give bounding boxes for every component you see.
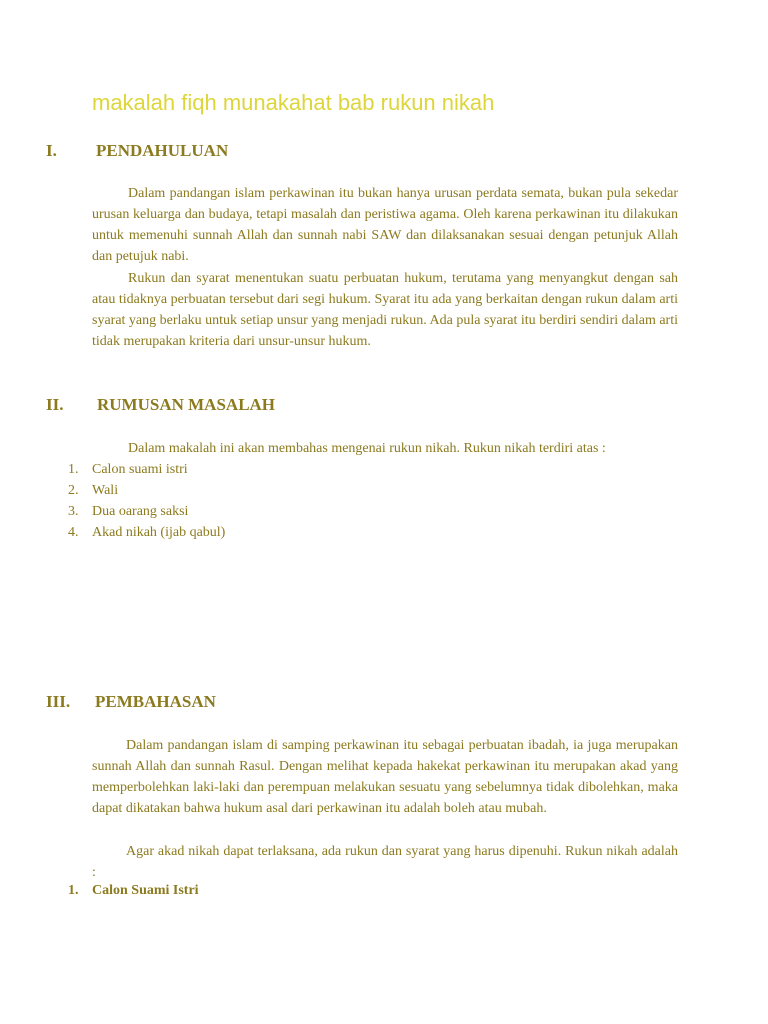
section-title: RUMUSAN MASALAH <box>97 395 276 414</box>
list-text: Wali <box>92 483 119 498</box>
list-text: Dua oarang saksi <box>92 504 189 519</box>
list-text: Akad nikah (ijab qabul) <box>92 525 226 540</box>
list-number: 2. <box>68 483 79 498</box>
section-number: I. <box>46 141 57 160</box>
list-number: 3. <box>68 504 79 519</box>
paragraph: Agar akad nikah dapat terlaksana, ada rukun dan syarat yang harus dipenuhi. Rukun nikah adalah : <box>92 844 678 880</box>
section-number: II. <box>46 395 64 414</box>
paragraph: Dalam makalah ini akan membahas mengenai rukun nikah. Rukun nikah terdiri atas : <box>128 441 606 456</box>
list-number: 4. <box>68 525 79 540</box>
section-title: PEMBAHASAN <box>95 692 216 711</box>
list-number: 1. <box>68 462 79 477</box>
section-number: III. <box>46 692 71 711</box>
list-text: Calon suami istri <box>92 462 188 477</box>
paragraph: Dalam pandangan islam di samping perkawinan itu sebagai perbuatan ibadah, ia juga merupakan sunnah Allah dan sunnah Rasul. Dengan melihat kepada hakekat perkawinan itu merupakan akad yang memperbolehkan laki-laki dan perempuan melakukan sesuatu yang sebelumnya tidak dibolehkan, maka dapat dikatakan bahwa hukum asal dari perkawinan itu adalah boleh atau mubah. <box>92 738 678 816</box>
subheading-text: Calon Suami Istri <box>92 883 199 898</box>
document-title: makalah fiqh munakahat bab rukun nikah <box>92 90 495 115</box>
paragraph: Rukun dan syarat menentukan suatu perbuatan hukum, terutama yang menyangkut dengan sah atau tidaknya perbuatan tersebut dari segi hukum. Syarat itu ada yang berkaitan dengan rukun dalam arti syarat yang berlaku untuk setiap unsur yang menjadi rukun. Ada pula syarat itu berdiri sendiri dalam arti tidak merupakan kriteria dari unsur-unsur hukum. <box>92 271 678 349</box>
section-title: PENDAHULUAN <box>96 141 229 160</box>
paragraph: Dalam pandangan islam perkawinan itu bukan hanya urusan perdata semata, bukan pula sekedar urusan keluarga dan budaya, tetapi masalah dan peristiwa agama. Oleh karena perkawinan itu dilakukan untuk memenuhi sunnah Allah dan sunnah nabi SAW dan dilaksanakan sesuai dengan petunjuk Allah dan petujuk nabi. <box>92 186 678 264</box>
subheading-number: 1. <box>68 883 79 898</box>
